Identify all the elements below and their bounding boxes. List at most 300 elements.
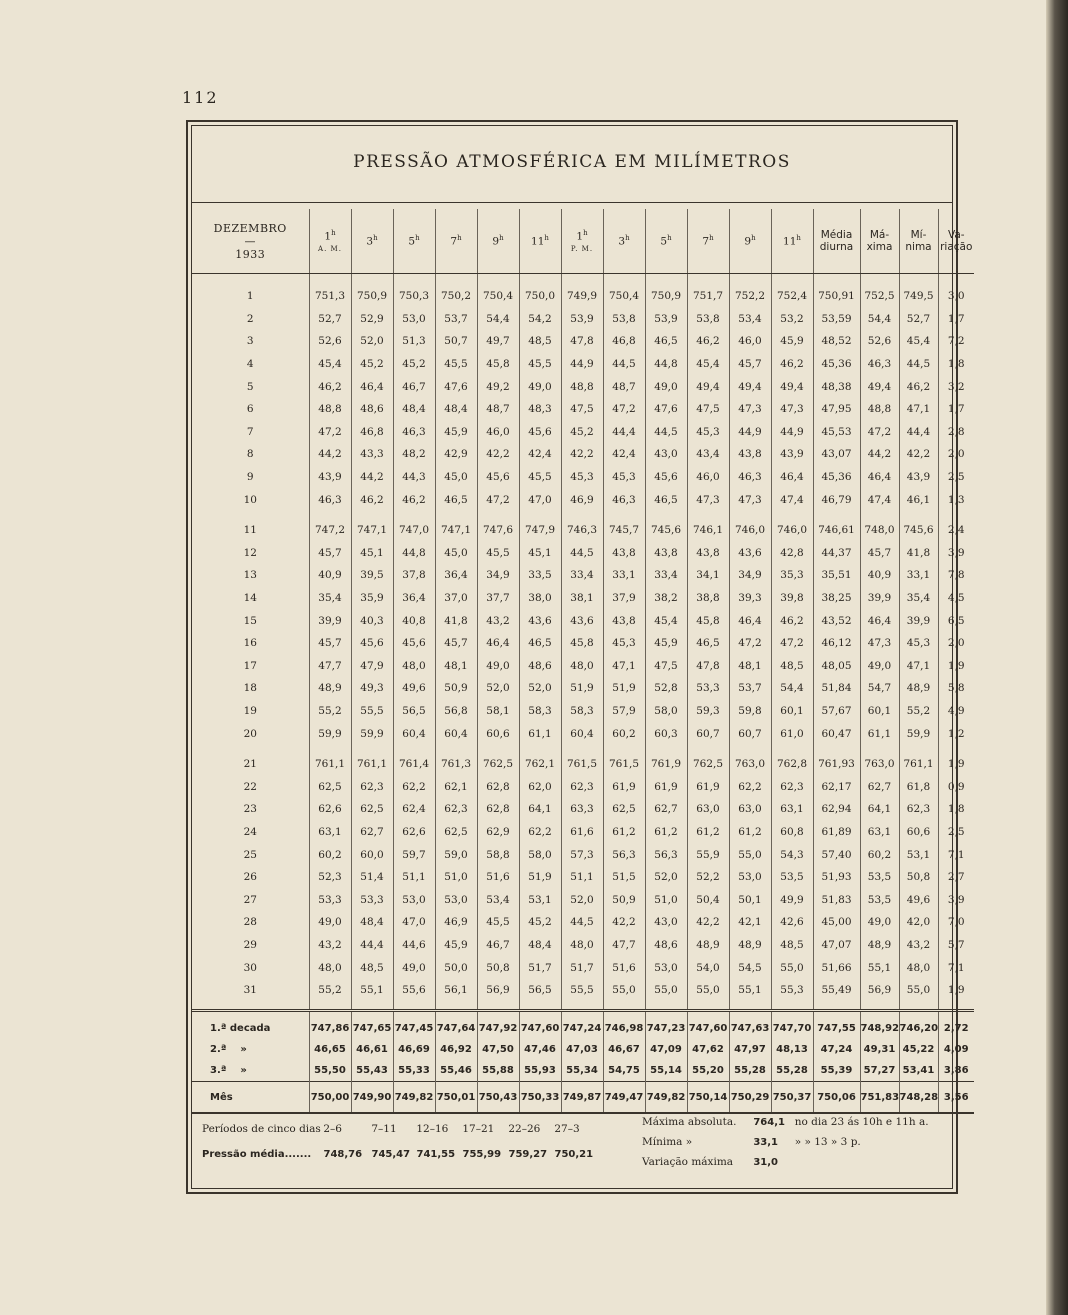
spacer-cell [309,511,351,519]
value-cell: 41,8 [899,542,938,565]
table-body [192,274,974,1114]
hour-header [771,209,813,274]
spacer-cell [519,511,561,519]
summary-cell: 46,65 [309,1039,351,1060]
hour-suffix: h [583,229,588,238]
month-total-cell: 750,33 [519,1082,561,1114]
table-row [192,775,974,798]
value-cell: 48,8 [561,375,603,398]
value-cell: 43,9 [771,443,813,466]
footer [192,1116,958,1186]
value-cell: 54,2 [519,308,561,331]
value-cell: 60,1 [860,700,899,723]
month-year: 1933 [235,247,266,261]
value-cell: 46,2 [771,353,813,376]
value-cell: 60,8 [771,821,813,844]
summary-cell: 747,92 [477,1011,519,1040]
day-label: 26 [243,871,257,884]
value-cell: 40,3 [351,609,393,632]
value-cell: 52,7 [899,308,938,331]
value-cell: 49,0 [860,911,899,934]
table-row [192,911,974,934]
value-cell: 64,1 [860,798,899,821]
min-value: 33,1 [753,1137,779,1148]
value-cell: 55,0 [771,956,813,979]
value-cell: 55,0 [899,979,938,1002]
value-cell: 45,5 [435,353,477,376]
value-cell: 58,3 [519,700,561,723]
value-cell: 47,07 [813,934,860,957]
value-cell: 47,5 [687,398,729,421]
value-cell: 1,9 [938,979,974,1002]
value-cell: 62,3 [561,775,603,798]
spacer-cell [860,274,899,286]
stat-header [860,209,899,274]
value-cell: 53,59 [813,308,860,331]
value-cell: 43,8 [687,542,729,565]
table-row [192,587,974,610]
value-cell: 61,0 [771,722,813,745]
spacer-cell [561,1001,603,1011]
summary-cell: 746,98 [603,1011,645,1040]
spacer-cell [645,745,687,753]
value-cell: 48,6 [351,398,393,421]
abs-max-label: Máxima absoluta. [642,1116,737,1128]
value-cell: 39,3 [729,587,771,610]
value-cell: 45,4 [687,353,729,376]
value-cell: 44,2 [351,466,393,489]
value-cell: 50,4 [687,888,729,911]
value-cell: 60,0 [351,843,393,866]
value-cell: 61,2 [687,821,729,844]
value-cell: 46,5 [687,632,729,655]
spacer-cell [309,745,351,753]
value-cell: 45,6 [477,466,519,489]
value-cell: 43,4 [687,443,729,466]
period-mean: 745,47 [371,1149,411,1160]
value-cell: 48,0 [309,956,351,979]
value-cell: 749,9 [561,285,603,308]
spacer-cell [860,511,899,519]
decade-row [192,1011,974,1040]
decade-row [192,1060,974,1082]
spacer-cell [687,274,729,286]
value-cell: 55,2 [899,700,938,723]
value-cell: 4,9 [938,700,974,723]
value-cell: 38,0 [519,587,561,610]
spacer-cell [561,511,603,519]
summary-cell: 55,28 [729,1060,771,1082]
value-cell: 49,9 [771,888,813,911]
spacer-cell [561,274,603,286]
value-cell: 64,1 [519,798,561,821]
value-cell: 48,8 [309,398,351,421]
value-cell: 45,0 [435,542,477,565]
var-row [642,1152,929,1172]
value-cell: 47,2 [309,421,351,444]
value-cell: 51,9 [561,677,603,700]
value-cell: 45,6 [393,632,435,655]
value-cell: 2,0 [938,443,974,466]
spacer-cell [645,274,687,286]
value-cell: 49,0 [519,375,561,398]
value-cell: 59,0 [435,843,477,866]
value-cell: 46,2 [899,375,938,398]
value-cell: 45,5 [477,542,519,565]
value-cell: 46,79 [813,488,860,511]
value-cell: 42,9 [435,443,477,466]
hour-suffix: h [667,234,672,243]
value-cell: 58,8 [477,843,519,866]
day-label: 6 [246,403,254,416]
value-cell: 2,0 [938,632,974,655]
value-cell: 49,4 [771,375,813,398]
table-row [192,956,974,979]
stat-header [899,209,938,274]
value-cell: 44,6 [393,934,435,957]
spacer-row [192,274,974,286]
value-cell: 58,0 [519,843,561,866]
hour-header [351,209,393,274]
value-cell: 57,3 [561,843,603,866]
value-cell: 751,3 [309,285,351,308]
value-cell: 62,9 [477,821,519,844]
hour-suffix: h [331,229,336,238]
spacer-cell [687,511,729,519]
spacer-cell [687,745,729,753]
value-cell: 53,1 [899,843,938,866]
hour-value: 9 [492,235,500,248]
value-cell: 43,8 [645,542,687,565]
summary-cell: 55,93 [519,1060,561,1082]
value-cell: 45,5 [477,911,519,934]
value-cell: 48,4 [435,398,477,421]
periods-row [202,1116,594,1142]
value-cell: 55,9 [687,843,729,866]
value-cell: 762,5 [477,753,519,776]
summary-cell: 747,60 [519,1011,561,1040]
value-cell: 60,1 [771,700,813,723]
value-cell: 53,4 [477,888,519,911]
value-cell: 56,5 [519,979,561,1002]
value-cell: 49,0 [860,655,899,678]
value-cell: 51,6 [477,866,519,889]
value-cell: 34,9 [729,564,771,587]
value-cell: 39,9 [899,609,938,632]
spacer-cell [351,511,393,519]
table-row [192,564,974,587]
value-cell: 747,1 [351,519,393,542]
spacer-cell [603,511,645,519]
value-cell: 3,9 [938,542,974,565]
value-cell: 52,9 [351,308,393,331]
value-cell: 60,6 [899,821,938,844]
value-cell: 60,4 [435,722,477,745]
period-label: 27–3 [554,1123,580,1135]
value-cell: 45,9 [645,632,687,655]
value-cell: 60,4 [561,722,603,745]
value-cell: 747,9 [519,519,561,542]
value-cell: 60,47 [813,722,860,745]
spacer-cell [519,274,561,286]
value-cell: 62,8 [477,775,519,798]
value-cell: 51,1 [393,866,435,889]
stat-header-line2: nima [905,241,932,253]
spacer-cell [477,274,519,286]
value-cell: 750,9 [351,285,393,308]
value-cell: 45,3 [603,466,645,489]
summary-cell: 747,63 [729,1011,771,1040]
value-cell: 53,0 [645,956,687,979]
value-cell: 63,1 [771,798,813,821]
value-cell: 62,7 [351,821,393,844]
value-cell: 52,7 [309,308,351,331]
value-cell: 55,3 [771,979,813,1002]
value-cell: 42,1 [729,911,771,934]
value-cell: 59,8 [729,700,771,723]
day-label: 4 [246,358,254,371]
value-cell: 46,8 [603,330,645,353]
value-cell: 58,0 [645,700,687,723]
value-cell: 63,0 [687,798,729,821]
hour-header [435,209,477,274]
value-cell: 46,3 [603,488,645,511]
value-cell: 44,4 [899,421,938,444]
spacer-cell [771,274,813,286]
spacer-row [192,1001,974,1011]
table-row [192,677,974,700]
value-cell: 51,6 [603,956,645,979]
day-label: 10 [243,493,257,506]
hour-header [645,209,687,274]
mean-label: Pressão média....... [202,1149,312,1160]
value-cell: 761,1 [351,753,393,776]
value-cell: 48,52 [813,330,860,353]
value-cell: 61,1 [860,722,899,745]
spacer-cell [435,745,477,753]
day-label: 16 [243,637,257,650]
value-cell: 44,5 [603,353,645,376]
day-label: 31 [243,984,257,997]
value-cell: 47,2 [860,421,899,444]
value-cell: 63,3 [561,798,603,821]
value-cell: 47,1 [899,398,938,421]
summary-cell: 746,20 [899,1011,938,1040]
value-cell: 48,3 [519,398,561,421]
value-cell: 56,3 [603,843,645,866]
value-cell: 48,9 [899,677,938,700]
value-cell: 38,25 [813,587,860,610]
value-cell: 54,4 [860,308,899,331]
month-total-label: Mês [192,1082,309,1114]
value-cell: 51,84 [813,677,860,700]
spacer-cell [351,745,393,753]
value-cell: 48,7 [603,375,645,398]
value-cell: 46,2 [351,488,393,511]
value-cell: 7,0 [938,911,974,934]
value-cell: 45,3 [899,632,938,655]
summary-cell: 53,41 [899,1060,938,1082]
value-cell: 62,3 [435,798,477,821]
summary-cell: 55,50 [309,1060,351,1082]
value-cell: 747,0 [393,519,435,542]
pressure-table [192,209,974,1114]
value-cell: 43,8 [729,443,771,466]
value-cell: 45,0 [435,466,477,489]
meridiem-label: P. M. [570,244,594,253]
value-cell: 47,6 [645,398,687,421]
table-row [192,843,974,866]
value-cell: 45,1 [351,542,393,565]
value-cell: 39,9 [309,609,351,632]
value-cell: 55,1 [860,956,899,979]
value-cell: 62,3 [771,775,813,798]
spacer-cell [393,511,435,519]
value-cell: 46,0 [687,466,729,489]
value-cell: 42,2 [603,911,645,934]
value-cell: 48,0 [561,934,603,957]
value-cell: 54,5 [729,956,771,979]
value-cell: 60,7 [729,722,771,745]
value-cell: 7,1 [938,843,974,866]
value-cell: 60,3 [645,722,687,745]
spacer-cell [477,745,519,753]
period-mean: 748,76 [323,1149,363,1160]
spacer-cell [729,1001,771,1011]
value-cell: 49,0 [393,956,435,979]
value-cell: 45,00 [813,911,860,934]
value-cell: 49,4 [687,375,729,398]
value-cell: 49,6 [899,888,938,911]
value-cell: 40,9 [309,564,351,587]
page-binding-edge [1046,0,1068,1315]
month-dash: — [244,234,256,248]
value-cell: 48,6 [645,934,687,957]
period-mean: 755,99 [462,1149,502,1160]
value-cell: 42,2 [477,443,519,466]
value-cell: 48,5 [771,934,813,957]
value-cell: 55,0 [603,979,645,1002]
table-row [192,821,974,844]
value-cell: 52,0 [351,330,393,353]
min-note: » » 13 » 3 p. [794,1136,861,1148]
value-cell: 752,4 [771,285,813,308]
summary-cell: 55,39 [813,1060,860,1082]
value-cell: 49,0 [477,655,519,678]
value-cell: 53,3 [309,888,351,911]
table-row [192,700,974,723]
summary-cell: 747,60 [687,1011,729,1040]
value-cell: 53,3 [687,677,729,700]
value-cell: 749,5 [899,285,938,308]
value-cell: 56,9 [860,979,899,1002]
spacer-cell [645,1001,687,1011]
summary-cell: 747,86 [309,1011,351,1040]
day-label: 14 [243,592,257,605]
value-cell: 51,3 [393,330,435,353]
value-cell: 44,9 [729,421,771,444]
value-cell: 47,95 [813,398,860,421]
value-cell: 45,7 [435,632,477,655]
spacer-cell [435,1001,477,1011]
value-cell: 46,5 [645,488,687,511]
summary-cell: 3,86 [938,1060,974,1082]
value-cell: 45,8 [477,353,519,376]
value-cell: 33,4 [561,564,603,587]
value-cell: 43,0 [645,443,687,466]
means-row [202,1142,594,1168]
value-cell: 48,4 [351,911,393,934]
value-cell: 46,3 [393,421,435,444]
value-cell: 45,36 [813,466,860,489]
value-cell: 43,9 [309,466,351,489]
value-cell: 56,5 [393,700,435,723]
value-cell: 1,7 [938,398,974,421]
period-mean: 750,21 [554,1149,594,1160]
month-total-cell: 749,90 [351,1082,393,1114]
value-cell: 54,3 [771,843,813,866]
value-cell: 45,8 [561,632,603,655]
value-cell: 2,8 [938,421,974,444]
value-cell: 37,7 [477,587,519,610]
value-cell: 53,0 [729,866,771,889]
value-cell: 62,2 [729,775,771,798]
value-cell: 63,1 [860,821,899,844]
value-cell: 51,93 [813,866,860,889]
value-cell: 52,0 [519,677,561,700]
spacer-cell [192,1001,309,1011]
value-cell: 44,2 [860,443,899,466]
value-cell: 46,3 [729,466,771,489]
spacer-cell [729,745,771,753]
hour-value: 7 [450,235,458,248]
spacer-cell [393,274,435,286]
value-cell: 56,9 [477,979,519,1002]
value-cell: 45,9 [771,330,813,353]
month-total-cell: 749,47 [603,1082,645,1114]
value-cell: 39,8 [771,587,813,610]
value-cell: 752,2 [729,285,771,308]
periods-label: Períodos de cinco dias [202,1123,321,1135]
value-cell: 42,0 [899,911,938,934]
summary-cell: 55,88 [477,1060,519,1082]
value-cell: 50,8 [899,866,938,889]
value-cell: 60,2 [860,843,899,866]
summary-cell: 55,43 [351,1060,393,1082]
hour-suffix: h [751,234,756,243]
table-row [192,632,974,655]
value-cell: 750,91 [813,285,860,308]
min-row [642,1132,929,1152]
day-label: 5 [246,380,254,393]
value-cell: 62,0 [519,775,561,798]
hour-header [309,209,351,274]
value-cell: 47,1 [603,655,645,678]
value-cell: 1,3 [938,488,974,511]
value-cell: 47,7 [603,934,645,957]
value-cell: 43,52 [813,609,860,632]
value-cell: 48,0 [561,655,603,678]
table-title: PRESSÃO ATMOSFÉRICA EM MILÍMETROS [353,152,791,172]
value-cell: 38,1 [561,587,603,610]
value-cell: 751,7 [687,285,729,308]
spacer-cell [393,745,435,753]
value-cell: 35,3 [771,564,813,587]
value-cell: 45,2 [519,911,561,934]
value-cell: 52,6 [860,330,899,353]
value-cell: 45,2 [393,353,435,376]
summary-cell: 47,24 [813,1039,860,1060]
